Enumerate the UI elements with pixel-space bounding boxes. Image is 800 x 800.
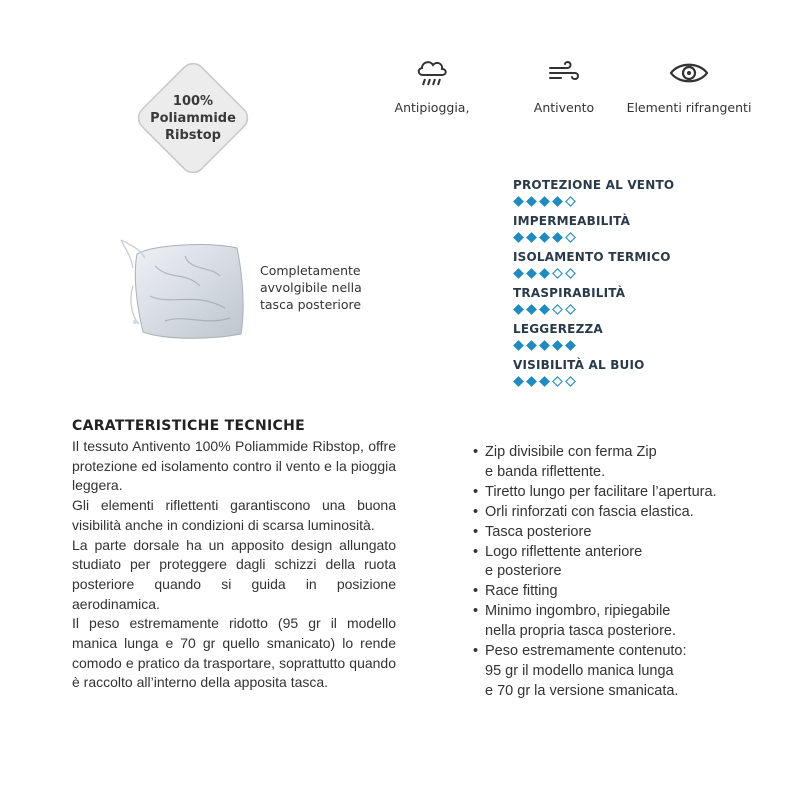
badge-line-material: Poliammide xyxy=(150,110,236,126)
caption-line: avvolgibile nella xyxy=(260,280,362,295)
rating-diamond-filled xyxy=(526,196,537,207)
rating-row xyxy=(513,286,763,322)
list-item: • Minimo ingombro, ripiegabile nella propria tasca posteriore. xyxy=(473,602,783,642)
rating-name: ISOLAMENTO TERMICO xyxy=(513,250,671,264)
rating-row xyxy=(513,358,763,394)
caption-line: tasca posteriore xyxy=(260,297,362,312)
list-item: • Zip divisibile con ferma Zip e banda riflettente. xyxy=(473,443,783,483)
feature-label: Antipioggia, xyxy=(394,100,470,115)
pouch-image xyxy=(115,226,255,346)
rating-diamond-filled xyxy=(526,376,537,387)
rating-diamond-filled xyxy=(513,376,524,387)
rating-diamond-empty xyxy=(552,268,563,279)
rating-row xyxy=(513,250,763,286)
rating-diamond-empty xyxy=(552,376,563,387)
technical-specs xyxy=(72,418,396,693)
badge-line-weave: Ribstop xyxy=(165,127,221,143)
rating-diamonds xyxy=(513,196,763,207)
rating-name: PROTEZIONE AL VENTO xyxy=(513,178,675,192)
rating-diamond-filled xyxy=(513,304,524,315)
list-item: • Tiretto lungo per facilitare l’apertura. xyxy=(473,483,783,503)
list-item: • Logo riflettente anteriore e posteriore xyxy=(473,543,783,583)
feature-label: Antivento xyxy=(533,100,595,115)
feature-list xyxy=(473,443,783,702)
rain-cloud-icon xyxy=(415,58,449,88)
list-item: • Tasca posteriore xyxy=(473,523,783,543)
rating-diamond-filled xyxy=(539,232,550,243)
rating-diamond-filled xyxy=(539,376,550,387)
rating-diamond-filled xyxy=(552,340,563,351)
rating-diamond-filled xyxy=(565,340,576,351)
specs-paragraph: Il tessuto Antivento 100% Poliammide Ribstop, offre protezione ed isolamento contro il vento e la pioggia leggera. xyxy=(72,438,396,494)
rating-name: TRASPIRABILITÀ xyxy=(513,286,626,300)
rating-diamond-filled xyxy=(513,268,524,279)
rating-diamond-empty xyxy=(565,268,576,279)
rating-name: IMPERMEABILITÀ xyxy=(513,214,631,228)
rating-diamond-filled xyxy=(539,304,550,315)
caption-line: Completamente xyxy=(260,263,361,278)
rating-diamond-filled xyxy=(526,268,537,279)
list-item: • Orli rinforzati con fascia elastica. xyxy=(473,503,783,523)
rating-diamonds xyxy=(513,304,763,315)
rating-diamond-filled xyxy=(513,340,524,351)
rating-diamond-filled xyxy=(526,340,537,351)
rating-diamond-filled xyxy=(552,232,563,243)
eye-icon xyxy=(669,60,709,86)
feature-windproof xyxy=(526,56,602,115)
rating-diamond-empty xyxy=(565,376,576,387)
rating-diamond-empty xyxy=(565,304,576,315)
rating-diamonds xyxy=(513,376,763,387)
specs-title: CARATTERISTICHE TECNICHE xyxy=(72,418,305,434)
badge-line-percent: 100% xyxy=(172,93,214,109)
rating-diamond-filled xyxy=(539,340,550,351)
rating-diamond-filled xyxy=(539,196,550,207)
list-item: • Peso estremamente contenuto: 95 gr il modello manica lunga e 70 gr la versione smanicata. xyxy=(473,642,783,702)
rating-diamonds xyxy=(513,340,763,351)
wind-icon xyxy=(547,60,581,86)
feature-reflective xyxy=(618,56,760,115)
rating-diamond-empty xyxy=(565,232,576,243)
rating-diamonds xyxy=(513,268,763,279)
rating-row xyxy=(513,214,763,250)
rating-row xyxy=(513,178,763,214)
feature-label: Elementi rifrangenti xyxy=(626,100,752,115)
rating-row xyxy=(513,322,763,358)
ratings-panel xyxy=(513,178,763,394)
rating-diamond-filled xyxy=(513,232,524,243)
feature-rainproof xyxy=(392,56,472,115)
list-item: • Race fitting xyxy=(473,582,783,602)
rating-diamond-empty xyxy=(552,304,563,315)
specs-paragraph: Gli elementi riflettenti garantiscono una buona visibilità anche in condizioni di scarsa luminosità. xyxy=(72,497,396,533)
rating-diamond-filled xyxy=(552,196,563,207)
rating-name: VISIBILITÀ AL BUIO xyxy=(513,358,645,372)
material-badge xyxy=(120,58,266,178)
rating-diamond-filled xyxy=(539,268,550,279)
rating-diamond-filled xyxy=(513,196,524,207)
rating-name: LEGGEREZZA xyxy=(513,322,603,336)
specs-paragraph: Il peso estremamente ridotto (95 gr il modello manica lunga e 70 gr quello smanicato) lo rende comodo e pratico da trasportare, soprattutto quando è raccolto all’interno della apposita tasca. xyxy=(72,615,396,691)
pouch-caption xyxy=(260,262,362,313)
rating-diamond-filled xyxy=(526,232,537,243)
specs-paragraph: La parte dorsale ha un apposito design allungato studiato per proteggere dagli schizzi della ruota posteriore quando si guida in posizione aerodinamica. xyxy=(72,536,396,612)
rating-diamond-empty xyxy=(565,196,576,207)
rating-diamond-filled xyxy=(526,304,537,315)
rating-diamonds xyxy=(513,232,763,243)
